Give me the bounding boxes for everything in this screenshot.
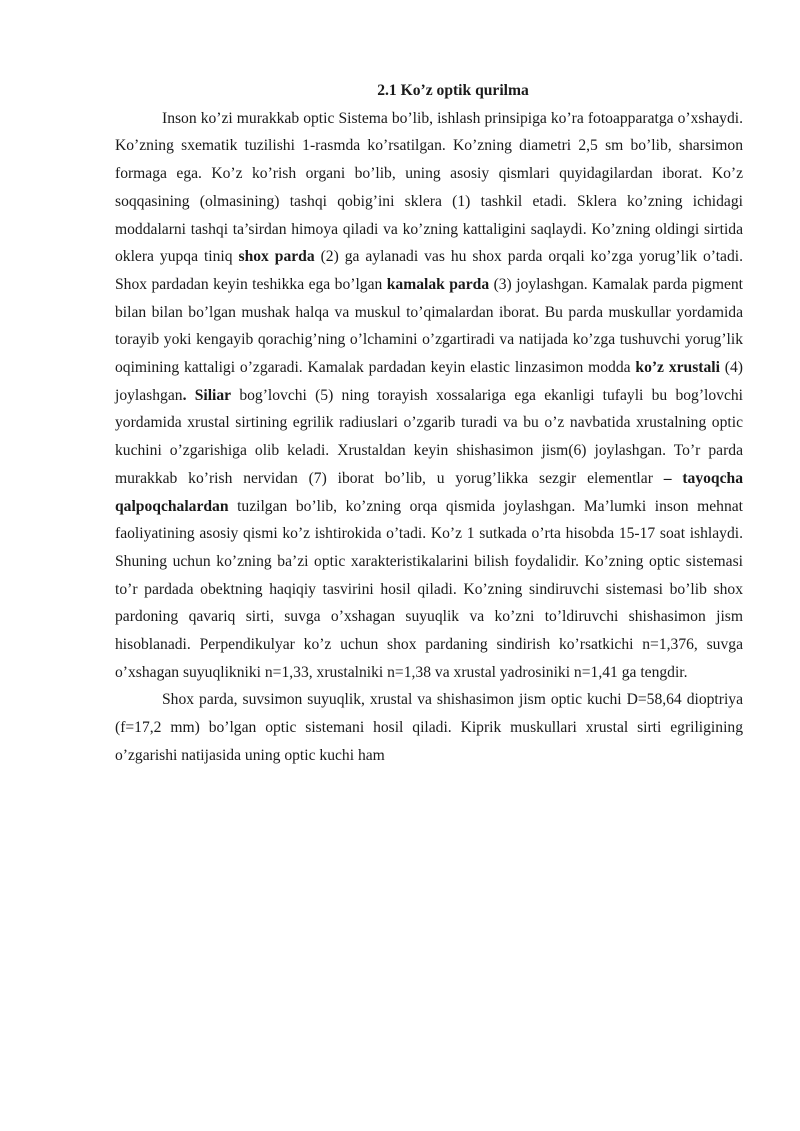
p1-text-6: tuzilgan bo’lib, ko’zning orqa qismida joylashgan. Ma’lumki inson mehnat faoliyatining asosiy qismi ko’z ishtirokida o’tadi. Ko’z 1 sutkada o’rta hisobda 15-17 soat ishlaydi. Shuning uchun ko’zning ba’zi optic xarakteristikalarini bilish foydalidir. Ko’zning optic sistemasi to’r pardada obektning haqiqiy tasvirini hosil qiladi. Ko’zning sindiruvchi sistemasi bo’lib shox pardoning qavariq sirti, suvga o’xshagan suyuqlik va ko’zni to’ldiruvchi shishasimon jism hisoblanadi. Perpendikulyar ko’z uchun shox pardaning sindirish ko’rsatkichi n=1,376, suvga o’xshagan suyuqlikniki n=1,33, xrustalniki n=1,38 va xrustal yadrosiniki n=1,41 ga tengdir. [115, 497, 743, 681]
section-title: 2.1 Ko’z optik qurilma [377, 82, 529, 99]
p1-bold-siliar: . Siliar [182, 386, 232, 404]
p1-text-1: Inson ko’zi murakkab optic Sistema bo’lib, ishlash prinsipiga ko’ra fotoapparatga o’xshaydi. Ko’zning sxematik tuzilishi 1-rasmda ko’rsatilgan. Ko’zning diametri 2,5 sm bo’lib, sharsimon formaga ega. Ko’z ko’rish organi bo’lib, uning asosiy qismlari quyidagilardan iborat. Ko’z soqqasining (olmasining) tashqi qobig’ini sklera (1) tashkil etadi. Sklera ko’zning ichidagi moddalarni tashqi ta’sirdan himoya qiladi va ko’zning kattaligini saqlaydi. Ko’zning oldingi sirtida oklera yupqa tiniq [115, 109, 743, 266]
p1-bold-kamalak-parda: kamalak parda [386, 275, 490, 293]
p1-bold-shox-parda: shox parda [238, 248, 315, 266]
p1-text-4: (4) joylashgan [115, 359, 743, 404]
p1-text-2: (2) ga aylanadi vas hu shox parda orqali ko’zga yorug’lik o’tadi. Shox pardadan keyin teshikka ega bo’lgan [115, 248, 744, 293]
document-page [115, 77, 743, 770]
paragraph-2: Shox parda, suvsimon suyuqlik, xrustal va shishasimon jism optic kuchi D=58,64 dioptriya (f=17,2 mm) bo’lgan optic sistemani hosil qiladi. Kiprik muskullari xrustal sirti egriligining o’zgarishi natijasida uning optic kuchi ham [115, 691, 743, 764]
p1-bold-koz-xrustali: ko’z xrustali [635, 359, 720, 377]
p1-text-3: (3) joylashgan. Kamalak parda pigment bilan bilan bo’lgan mushak halqa va muskul to’qimalardan iborat. Bu parda muskullar yordamida torayib yoki kengayib qorachig’ning o’lchamini o’zgartiradi va natijada ko’zga tushuvchi yorug’lik oqimining kattaligi o’zgaradi. Kamalak pardadan keyin elastic linzasimon modda [115, 275, 743, 377]
p1-bold-tayoqcha: – tayoqcha qalpoqchalardan [115, 469, 743, 515]
p1-text-5: bog’lovchi (5) ning torayish xossalariga ega ekanligi tufayli bu bog’lovchi yordamida xrustal sirtining egrilik radiuslari o’zgarib turadi va bu o’z navbatida xrustalning optic kuchini o’zgarishiga olib keladi. Xrustaldan keyin shishasimon jism(6) joylashgan. To’r parda murakkab ko’rish nervidan (7) iborat bo’lib, u yorug’likka sezgir elementlar [115, 386, 743, 487]
paragraph-1 [115, 105, 743, 687]
